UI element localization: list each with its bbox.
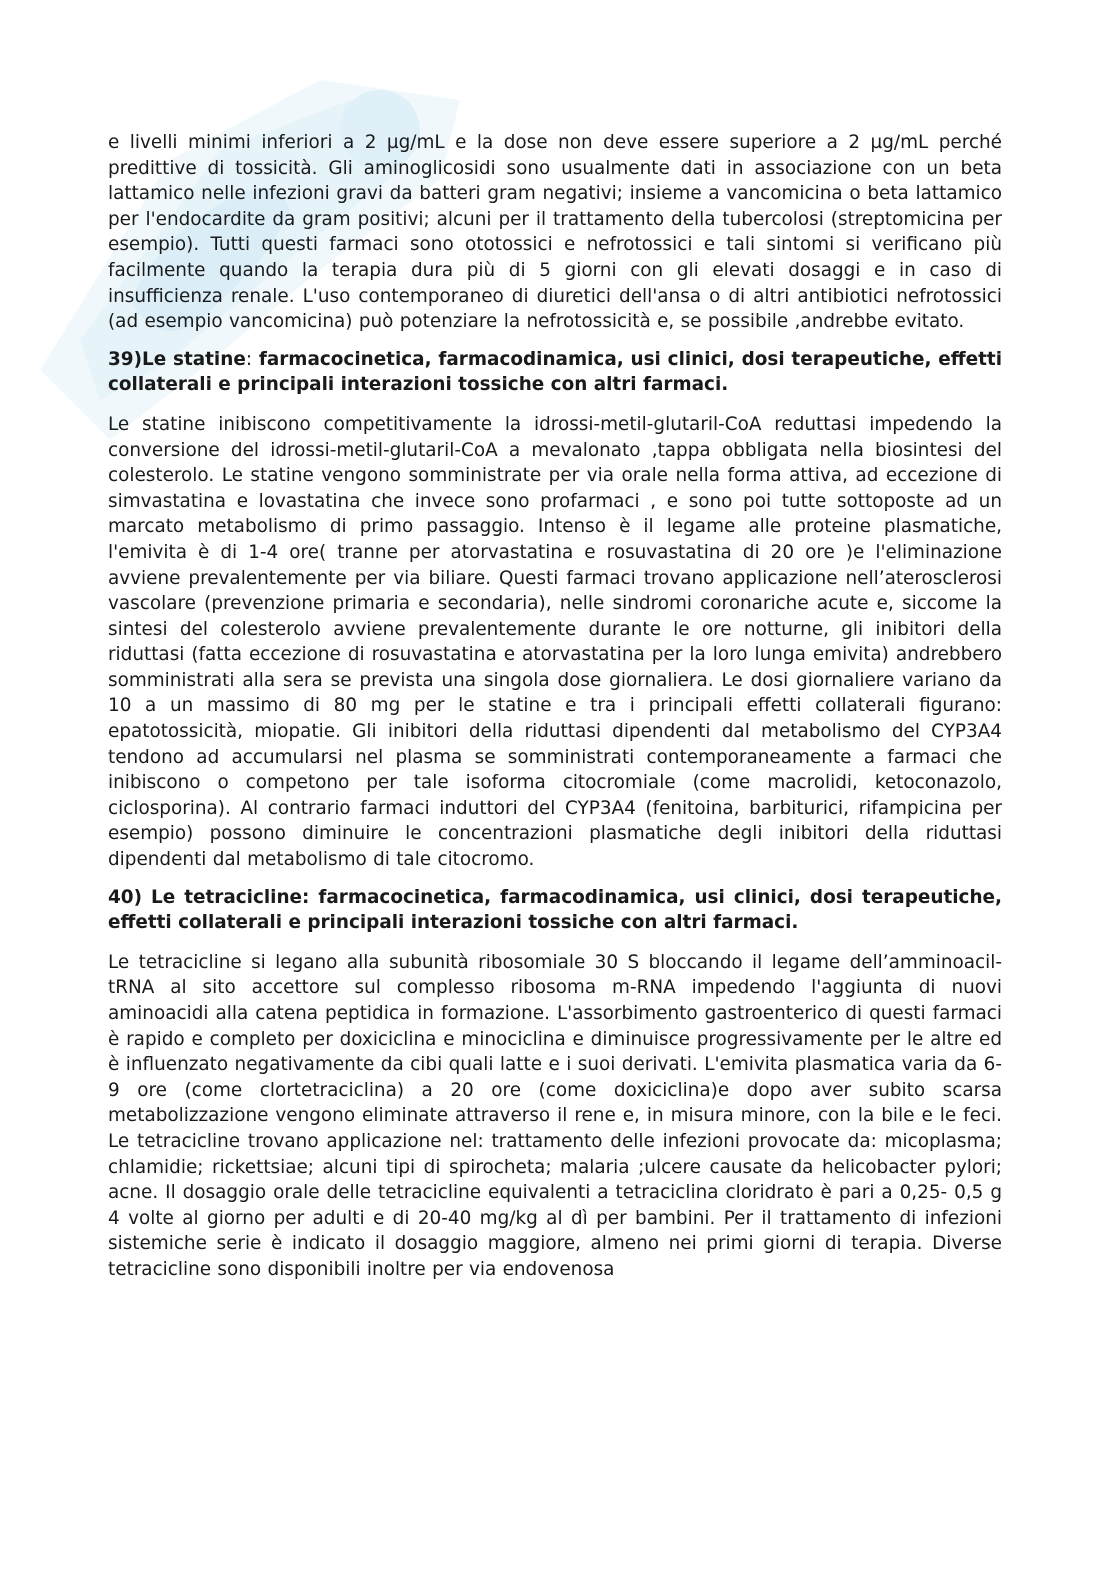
paragraph-tetracicline: Le tetracicline si legano alla subunità ribosomiale 30 S bloccando il legame dell’amminoacil-tRNA al sito accettore sul complesso ribosoma m-RNA impedendo l'aggiunta di nuovi aminoacidi alla catena peptidica in formazione. L'assorbimento gastroenterico di questi farmaci è rapido e completo per doxiciclina e minociclina e diminuisce progressivamente per le altre ed è influenzato negativamente da cibi quali latte e i suoi derivati. L'emivita plasmatica varia da 6- 9 ore (come clortetraciclina) a 20 ore (come doxiciclina)e dopo aver subito scarsa metabolizzazione vengono eliminate attraverso il rene e, in misura minore, con la bile e le feci. Le tetracicline trovano applicazione nel: trattamento delle infezioni provocate da: micoplasma; chlamidie; rickettsiae; alcuni tipi di spirocheta; malaria ;ulcere causate da helicobacter pylori; acne. Il dosaggio orale delle tetracicline equivalenti a tetraciclina cloridrato è pari a 0,25- 0,5 g 4 volte al giorno per adulti e di 20-40 mg/kg al dì per bambini. Per il trattamento di infezioni sistemiche serie è indicato il dosaggio maggiore, almeno nei primi giorni di terapia. Diverse tetracicline sono disponibili inoltre per via endovenosa: [108, 951, 1002, 1280]
heading-40-tetracicline: 40) Le tetracicline: farmacocinetica, farmacodinamica, usi clinici, dosi terapeutiche, effetti collaterali e principali interazioni tossiche con altri farmaci.: [108, 886, 1002, 934]
heading-39-rest: farmacocinetica, farmacodinamica, usi clinici, dosi terapeutiche, effetti collaterali e principali interazioni tossiche con altri farmaci.: [108, 348, 1002, 396]
heading-39-statine: [108, 347, 1002, 398]
document-page: [108, 130, 1002, 1283]
paragraph-statine: Le statine inibiscono competitivamente la idrossi-metil-glutaril-CoA reduttasi impedendo la conversione del idrossi-metil-glutaril-CoA a mevalonato ,tappa obbligata nella biosintesi del colesterolo. Le statine vengono somministrate per via orale nella forma attiva, ad eccezione di simvastatina e lovastatina che invece sono profarmaci , e sono poi tutte sottoposte ad un marcato metabolismo di primo passaggio. Intenso è il legame alle proteine plasmatiche, l'emivita è di 1-4 ore( tranne per atorvastatina e rosuvastatina di 20 ore )e l'eliminazione avviene prevalentemente per via biliare. Questi farmaci trovano applicazione nell’aterosclerosi vascolare (prevenzione primaria e secondaria), nelle sindromi coronariche acute e, siccome la sintesi del colesterolo avviene prevalentemente durante le ore notturne, gli inibitori della riduttasi (fatta eccezione di rosuvastatina e atorvastatina per la loro lunga emivita) andrebbero somministrati alla sera se prevista una singola dose giornaliera. Le dosi giornaliere variano da 10 a un massimo di 80 mg per le statine e tra i principali effetti collaterali figurano: epatotossicità, miopatie. Gli inibitori della riduttasi dipendenti dal metabolismo del CYP3A4 tendono ad accumularsi nel plasma se somministrati contemporaneamente a farmaci che inibiscono o competono per tale isoforma citocromiale (come macrolidi, ketoconazolo, ciclosporina). Al contrario farmaci induttori del CYP3A4 (fenitoina, barbiturici, rifampicina per esempio) possono diminuire le concentrazioni plasmatiche degli inibitori della riduttasi dipendenti dal metabolismo di tale citocromo.: [108, 413, 1002, 871]
heading-39-title: 39)Le statine: [108, 348, 246, 370]
paragraph-aminoglicosidi: e livelli minimi inferiori a 2 µg/mL e la dose non deve essere superiore a 2 µg/mL perché predittive di tossicità. Gli aminoglicosidi sono usualmente dati in associazione con un beta lattamico nelle infezioni gravi da batteri gram negativi; insieme a vancomicina o beta lattamico per l'endocardite da gram positivi; alcuni per il trattamento della tubercolosi (streptomicina per esempio). Tutti questi farmaci sono ototossici e nefrotossici e tali sintomi si verificano più facilmente quando la terapia dura più di 5 giorni con gli elevati dosaggi e in caso di insufficienza renale. L'uso contemporaneo di diuretici dell'ansa o di altri antibiotici nefrotossici (ad esempio vancomicina) può potenziare la nefrotossicità e, se possibile ,andrebbe evitato.: [108, 132, 1002, 333]
heading-39-colon: :: [245, 348, 253, 370]
